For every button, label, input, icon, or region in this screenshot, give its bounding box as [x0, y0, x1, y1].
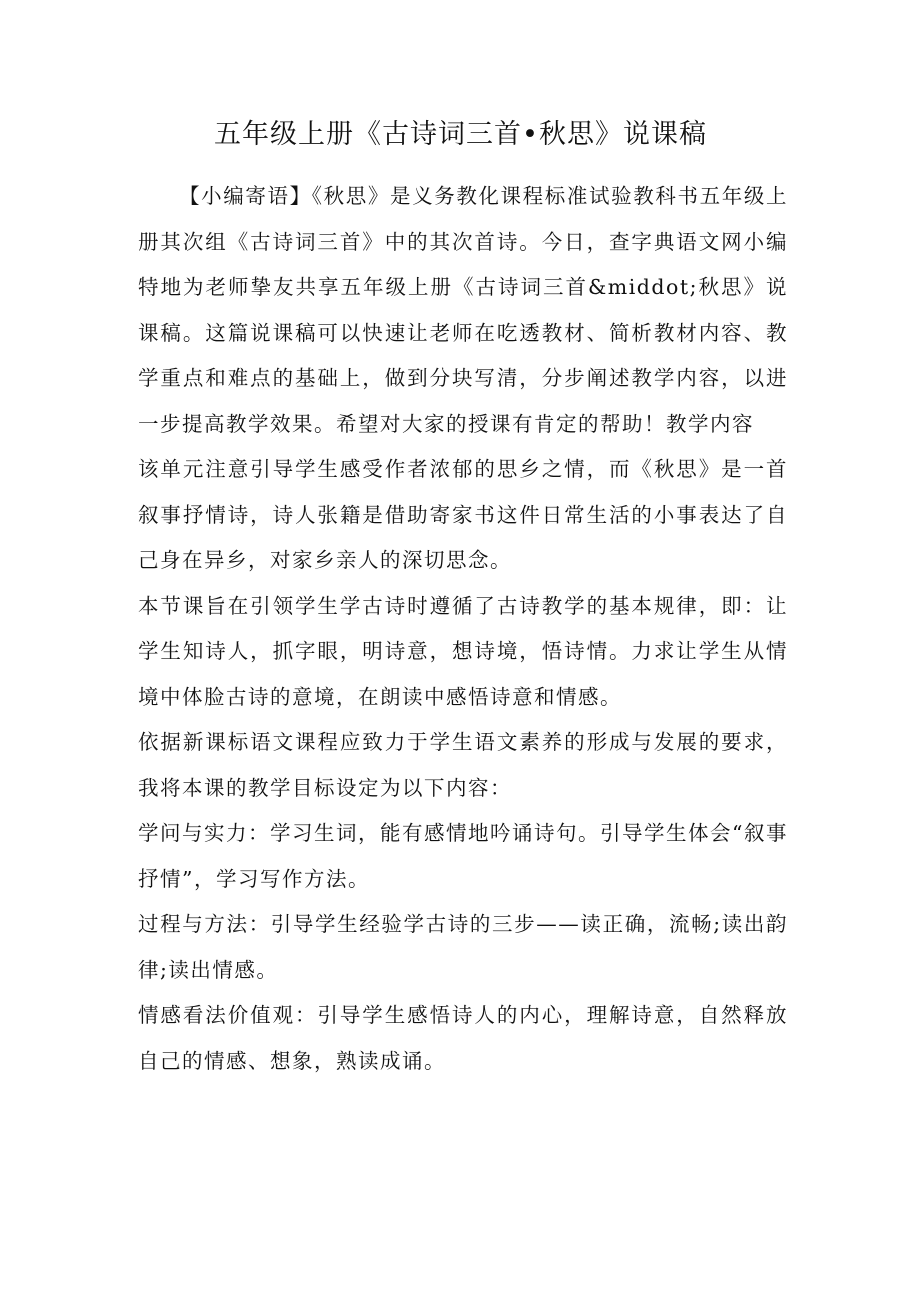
paragraph-unit-focus: 该单元注意引导学生感受作者浓郁的思乡之情，而《秋思》是一首叙事抒情诗，诗人张籍是借助寄家书这件日常生活的小事表达了自己身在异乡，对家乡亲人的深切思念。: [138, 457, 788, 572]
paragraph-lesson-aim: 本节课旨在引领学生学古诗时遵循了古诗教学的基本规律，即：让学生知诗人，抓字眼，明诗意，想诗境，悟诗情。力求让学生从情境中体脸古诗的意境，在朗读中感悟诗意和情感。: [138, 593, 788, 709]
paragraph-process-method: 过程与方法：引导学生经验学古诗的三步——读正确，流畅;读出韵律;读出情感。: [138, 912, 788, 982]
paragraph-knowledge-ability: 学问与实力：学习生词，能有感情地吟诵诗句。引导学生体会“叙事抒情”，学习写作方法。: [138, 821, 788, 891]
paragraph-emotion-values: 情感看法价值观：引导学生感悟诗人的内心，理解诗意，自然释放自己的情感、想象，熟读成诵。: [138, 1003, 788, 1073]
document-title: 五年级上册《古诗词三首•秋思》说课稿: [214, 119, 707, 150]
intro-paragraph: 【小编寄语】《秋思》是义务教化课程标准试验教科书五年级上册其次组《古诗词三首》中的其次首诗。今日，查字典语文网小编特地为老师挚友共享五年级上册《古诗词三首&middot;秋思》说课稿。这篇说课稿可以快速让老师在吃透教材、简析教材内容、教学重点和难点的基础上，做到分块写清，分步阐述教学内容，以进一步提高教学效果。希望对大家的授课有肯定的帮助！教学内容: [138, 184, 788, 436]
paragraph-objectives-intro: 依据新课标语文课程应致力于学生语文素养的形成与发展的要求，我将本课的教学目标设定为以下内容：: [138, 730, 788, 800]
